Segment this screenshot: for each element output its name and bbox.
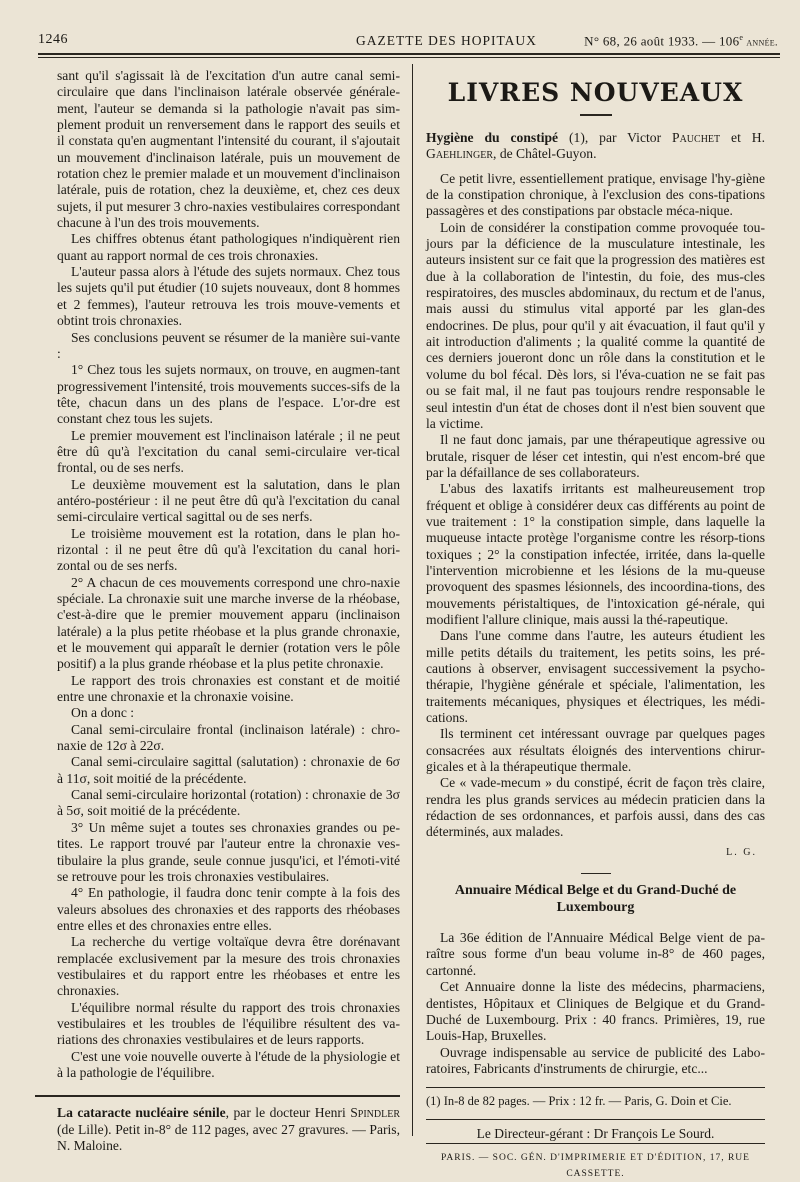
paragraph: On a donc : [71, 705, 135, 721]
paragraph: Canal semi-circulaire sagittal (salutation) : chronaxie de 6σ à 11σ, soit moitié de la précédente. [57, 754, 400, 786]
column-divider [412, 64, 413, 1136]
paragraph: La recherche du vertige voltaïque devra être dorénavant remplacée exclusivement par la mesure des trois chronaxies vestibulaires et du rapport entre les rhéobases et entre les chronaxies. [57, 934, 400, 999]
paragraph: Ils terminent cet intéressant ouvrage par quelques pages consacrées aux résultats éloignés des interventions chirur-gicales et à la thérapeutique thermale. [426, 726, 765, 775]
paragraph: Cet Annuaire donne la liste des médecins, pharmaciens, dentistes, Hôpitaux et Cliniques de Belgique et du Grand-Duché de Luxembourg. Prix : 40 francs. Primières, 19, rue Louis-Hap, Bruxelles. [426, 979, 765, 1044]
footer-rule-2 [426, 1143, 765, 1144]
journal-title: GAZETTE DES HOPITAUX [356, 33, 537, 48]
book-author-1: Pauchet [672, 130, 721, 145]
paragraph: 1° Chez tous les sujets normaux, on trouve, en augmen-tant progressivement l'intensité, trois mouvements succes-sifs de la tête, chacun dans un des plans de l'espace. L'or-dre est constant chez tous les sujets. [57, 362, 400, 427]
issue-number: N° 68, 26 août 1933. — 106 [584, 33, 740, 49]
book-and: et H. [720, 130, 765, 145]
review-signature [426, 845, 757, 861]
paragraph: Ouvrage indispensable au service de publicité des Labo-ratoires, Fabricants d'instruments de chirurgie, etc... [426, 1044, 765, 1076]
book-author-2: Gaehlinger [426, 146, 494, 162]
paragraph: 3° Un même sujet a toutes ses chronaxies grandes ou pe-tites. Le rapport trouvé par l'auteur entre la chronaxie ves-tibulaire la plus grande, seule connue jusqu'ici, et l'émoti-vité se retrouve pour les trois chronaxies vestibulaires. [57, 819, 400, 884]
printer-line: PARIS. — SOC. GÉN. D'IMPRIMERIE ET D'ÉDITION, 17, RUE CASSETTE. [441, 1152, 750, 1179]
issue-year-label: année. [743, 36, 778, 49]
annuaire-title: Annuaire Médical Belge et du Grand-Duché de Luxembourg [454, 883, 737, 916]
book-ref: (1), par Victor [558, 130, 673, 145]
paragraph: Canal semi-circulaire horizontal (rotation) : chronaxie de 3σ à 5σ, soit moitié de la précédente. [57, 787, 400, 819]
book-details: (de Lille). Petit in-8° de 112 pages, avec 27 gravures. — Paris, N. Maloine. [57, 1121, 400, 1153]
book-title: La cataracte nucléaire sénile [57, 1105, 226, 1121]
paragraph: Le troisième mouvement est la rotation, dans le plan ho-rizontal : il ne peut être dû qu'à l'excitation du canal hori-zontal ou de ses nerfs. [57, 525, 400, 574]
signature-text: L. G. [726, 846, 757, 858]
book-heading [426, 130, 765, 163]
paragraph: Ce « vade-mecum » du constipé, écrit de façon très claire, rendra les plus grands services au médecin praticien dans la rédaction de ses ordonnances, et parfois aussi, dans des cas déterminés, aux malades. [426, 775, 765, 840]
right-column [426, 68, 765, 1182]
header-rule-thin [38, 57, 780, 58]
section-title: LIVRES NOUVEAUX [447, 78, 744, 107]
paragraph: Le deuxième mouvement est la salutation, dans le plan antéro-postérieur : il ne peut être dû qu'à l'excitation du canal semi-circulaire vertical sagittal ou de ses nerfs. [57, 476, 400, 525]
separator-rule [581, 873, 611, 874]
paragraph: La 36e édition de l'Annuaire Médical Belge vient de pa-raître sous forme d'un beau volume in-8° de 460 pages, cartonné. [426, 930, 765, 978]
paragraph: Il ne faut donc jamais, par une thérapeutique agressive ou brutale, risquer de léser cet intestin, qui n'est encom-bré que par la défaillance de ses collaborateurs. [426, 432, 765, 480]
book-place: , de Châtel-Guyon. [493, 146, 597, 162]
paragraph: Canal semi-circulaire frontal (inclinaison latérale) : chro-naxie de 12σ à 22σ. [57, 721, 400, 754]
page-number: 1246 [38, 32, 68, 47]
header-rule [38, 53, 780, 55]
paragraph: Ce petit livre, essentiellement pratique, envisage l'hy-giène de la constipation chronique, à l'exclusion des cons-tipations passagères et des constipations par obstacle méca-nique. [426, 170, 765, 219]
paragraph: L'auteur passa alors à l'étude des sujets normaux. Chez tous les sujets qu'il put étudier (10 sujets nouveaux, dont 8 hommes et 2 femmes), l'auteur retrouva les trois mouve-vements et obtint trois chronaxies. [57, 264, 400, 329]
footnote-rule [426, 1087, 765, 1088]
paragraph: C'est une voie nouvelle ouverte à l'étude de la physiologie et à la pathologie de l'équilibre. [57, 1048, 400, 1080]
paragraph: Le premier mouvement est l'inclinaison latérale ; il ne peut être dû qu'à l'excitation du canal semi-circulaire ver-tical frontal, ou de ses nerfs. [57, 427, 400, 476]
book-notice [57, 1105, 400, 1154]
paragraph: Ses conclusions peuvent se résumer de la manière sui-vante : [57, 329, 400, 361]
paragraph: 4° En pathologie, il faudra donc tenir compte à la fois des valeurs absolues des chronaxies et des rapports des rhéobases entre elles et des chronaxies entre elles. [57, 885, 400, 933]
issue-sup: e [739, 33, 744, 42]
paragraph: sant qu'il s'agissait là de l'excitation d'un autre canal semi-circulaire que dans l'inclinaison latérale observée générale-ment, l'auteur se demanda si la pathologie n'avait pas sim-plement produit un renversement dans le rapport des seuils et il constata qu'en augmentant l'intensité du courant, il s'ajoutait un mouvement d'inclinaison latérale, puis un mouvement de rotation chez le premier malade et un mouvement d'inclinaison latérale, puis de rotation, chez la deuxième, et, chez ces deux sujets, il put mesurer 3 chro-naxies vestibulaires correspondant chacune à l'un des trois mouvements. [57, 68, 400, 231]
paragraph: L'équilibre normal résulte du rapport des trois chronaxies vestibulaires et les troubles de l'équilibre résultent des va-riations des chronaxies vestibulaires et de leurs rapports. [57, 999, 400, 1048]
paragraph: Le rapport des trois chronaxies est constant et de moitié entre une chronaxie et la chronaxie voisine. [57, 672, 400, 705]
book-title: Hygiène du constipé [426, 130, 559, 145]
section-rule [35, 1095, 400, 1097]
paragraph: Loin de considérer la constipation comme provoquée tou-jours par la déficience de la musculature intestinale, les auteurs insistent sur ce fait que la progression des matières est due à la collaboration de l'intestin, du foie, des mus-cles respiratoires, des muscles abdominaux, du rectum et de l'anus, mais aussi du stimulus vital apporté par les glan-des endocrines. De plus, pour qu'il y ait évacuation, il faut qu'il y ait introduction d'aliments ; la qualité comme la quantité de ces derniers joueront donc un rôle dans la constitution et le volume du bol fécal. Dès lors, si l'éva-cuation ne se fait pas ou se fait mal, il ne faut pas toujours rendre responsable le seul intestin d'un état de choses dont il n'est bien souvent que la victime. [426, 219, 765, 431]
footnote: (1) In-8 de 82 pages. — Prix : 12 fr. — Paris, G. Doin et Cie. [426, 1094, 732, 1109]
director-line: Le Directeur-gérant : Dr François Le Sourd. [476, 1126, 715, 1142]
paragraph: Les chiffres obtenus étant pathologiques n'indiquèrent rien quant au rapport normal de ces trois chronaxies. [57, 231, 400, 263]
book-author-prefix: , par le docteur Henri [225, 1105, 351, 1121]
issue-info [584, 33, 778, 49]
footer-rule [426, 1119, 765, 1120]
left-column [57, 68, 400, 1154]
running-header [38, 32, 778, 52]
paragraph: L'abus des laxatifs irritants est malheureusement trop fréquent et oblige à considérer deux cas différents au point de vue traitement : 1° la constipation simple, dans laquelle la muqueuse intacte protège l'organisme contre les résorp-tions toxiques ; 2° la constipation infectée, irritée, dans la-quelle l'intervention microbienne et les lésions de la mu-queuse provoquent des spasmes lésionnels, des incoordina-tions, des mouvements péristaltiques, de l'intoxication gé-nérale, qui modifient l'allure clinique, mais aussi la thé-rapeutique. [426, 481, 765, 627]
paragraph: 2° A chacun de ces mouvements correspond une chro-naxie spéciale. La chronaxie suit une marche inverse de la rhéobase, c'est-à-dire que le premier mouvement apparu (inclinaison latérale) a la plus petite rhéobase et la plus grande chronaxie, et le mouvement qui apparaît le dernier (rotation vers le pôle positif) a la plus grande rhéobase et la plus petite chronaxie. [57, 574, 400, 672]
title-rule [580, 114, 612, 116]
book-author: Spindler [350, 1105, 400, 1121]
paragraph: Dans l'une comme dans l'autre, les auteurs étudient les mille petits détails du traitement, les petits soins, les pré-cautions à observer, envisagent successivement la psycho-thérapie, l'hygiène générale et spéciale, l'alimentation, les traitements mécaniques, physiques et électriques, les médi-cations. [426, 628, 765, 726]
